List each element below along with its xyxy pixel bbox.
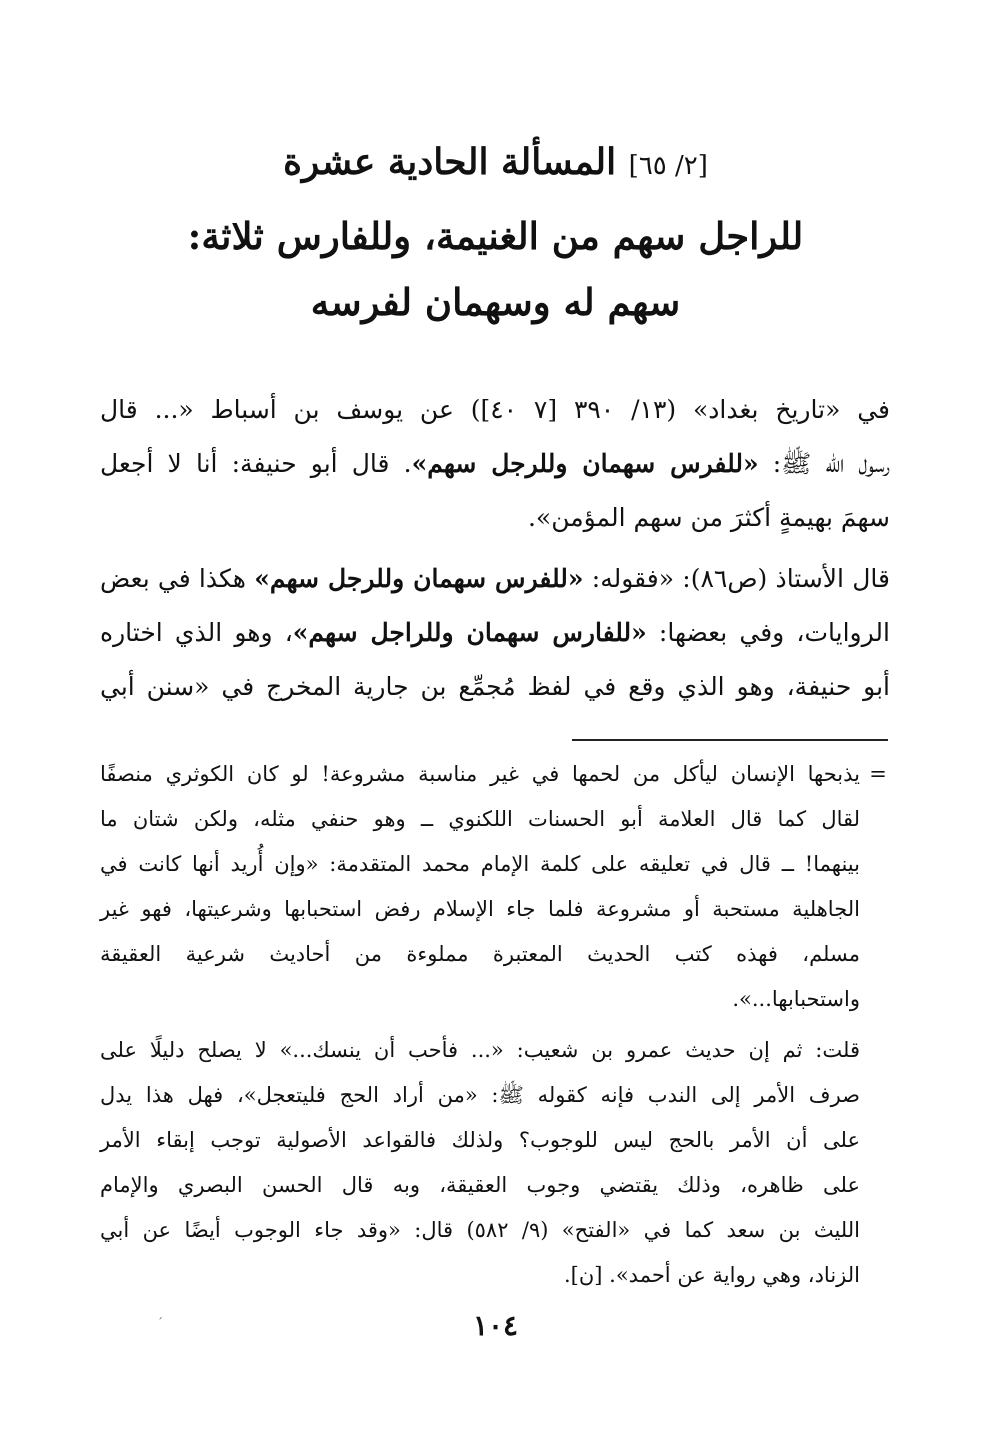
footnote-continuation-mark: =: [869, 762, 887, 786]
footnote-line: لقال كما قال العلامة أبو الحسنات اللكنوي ــ وهو حنفي مثله، ولكن شتان ما: [100, 807, 860, 831]
footnote-line: الليث بن سعد كما في «الفتح» (٩/ ٥٨٢) قال: «وقد جاء الوجوب أيضًا عن أبي: [100, 1218, 860, 1242]
footnote-line: على ظاهره، وذلك يقتضي وجوب العقيقة، وبه قال الحسن البصري والإمام: [100, 1173, 860, 1197]
footnote-part-1: [100, 752, 860, 1022]
footnote-line: بينهما! ــ قال في تعليقه على كلمة الإمام محمد المتقدمة: «وإن أُريد أنها كانت في: [100, 852, 860, 876]
footnote-line: صرف الأمر إلى الندب فإنه كقوله ﷺ: «من أراد الحج فليتعجل»، فهل هذا يدل: [100, 1083, 860, 1107]
bold-quote: «للفرس سهمان وللرجل سهم»: [254, 564, 584, 593]
body-paragraph-2: [100, 552, 890, 714]
section-subtitle-line-2: سهم له وسهمان لفرسه: [310, 280, 681, 324]
text-run: الروايات، وفي بعضها:: [646, 618, 890, 647]
footnote-line: قلت: ثم إن حديث عمرو بن شعيب: «... فأحب أن ينسك...» لا يصلح دليلًا على: [100, 1038, 860, 1062]
footnote-line: على أن الأمر بالحج ليس للوجوب؟ ولذلك فالقواعد الأصولية توجب إبقاء الأمر: [100, 1128, 860, 1152]
text-line: [100, 552, 890, 606]
footnote-separator: [572, 739, 888, 741]
bold-quote: «للفرس سهمان وللرجل سهم»: [411, 449, 759, 478]
text-run: قال الأستاذ (ص٨٦): «فقوله:: [583, 564, 890, 593]
text-run: هكذا في بعض: [100, 564, 255, 593]
text-line: في «تاريخ بغداد» (١٣/ ٣٩٠ [٧ ٤٠]) عن يوسف بن أسباط «... قال: [100, 395, 890, 424]
section-heading: [0, 136, 991, 192]
footnote-line: يذبحها الإنسان ليأكل من لحمها في غير مناسبة مشروعة! لو كان الكوثري منصفًا: [100, 762, 860, 786]
text-line: سهمَ بهيمةٍ أكثرَ من سهم المؤمن».: [527, 503, 890, 532]
page-reference: [٢/ ٦٥]: [628, 151, 708, 181]
section-title: المسألة الحادية عشرة: [283, 141, 617, 183]
text-run: ، وهو الذي اختاره: [100, 618, 293, 647]
body-paragraph-1: [100, 383, 890, 545]
text-line: [100, 437, 890, 491]
footnote-line: الزناد، وهي رواية عن أحمد». [ن].: [563, 1263, 860, 1287]
footnote-line: الجاهلية مستحبة أو مشروعة فلما جاء الإسلام رفض استحبابها وشرعيتها، فهو غير: [100, 897, 860, 921]
bold-quote: «للفارس سهمان وللراجل سهم»: [292, 618, 647, 647]
page-number: ١٠٤: [472, 1309, 519, 1342]
footnote-line: واستحبابها...».: [732, 987, 860, 1011]
footnote-part-2: [100, 1028, 860, 1298]
scan-speck: ˊ: [157, 1316, 163, 1330]
text-line: [100, 606, 890, 660]
text-line: أبو حنيفة، وهو الذي وقع في لفظ مُجمِّع بن جارية المخرج في «سنن أبي: [100, 672, 890, 701]
text-run: . قال أبو حنيفة: أنا لا أجعل: [100, 449, 412, 478]
section-subtitle-line-1: للراجل سهم من الغنيمة، وللفارس ثلاثة:: [187, 214, 804, 258]
text-run: رسول الله ﷺ:: [758, 449, 890, 478]
footnote-line: مسلم، فهذه كتب الحديث المعتبرة مملوءة من أحاديث شرعية العقيقة: [100, 942, 860, 966]
